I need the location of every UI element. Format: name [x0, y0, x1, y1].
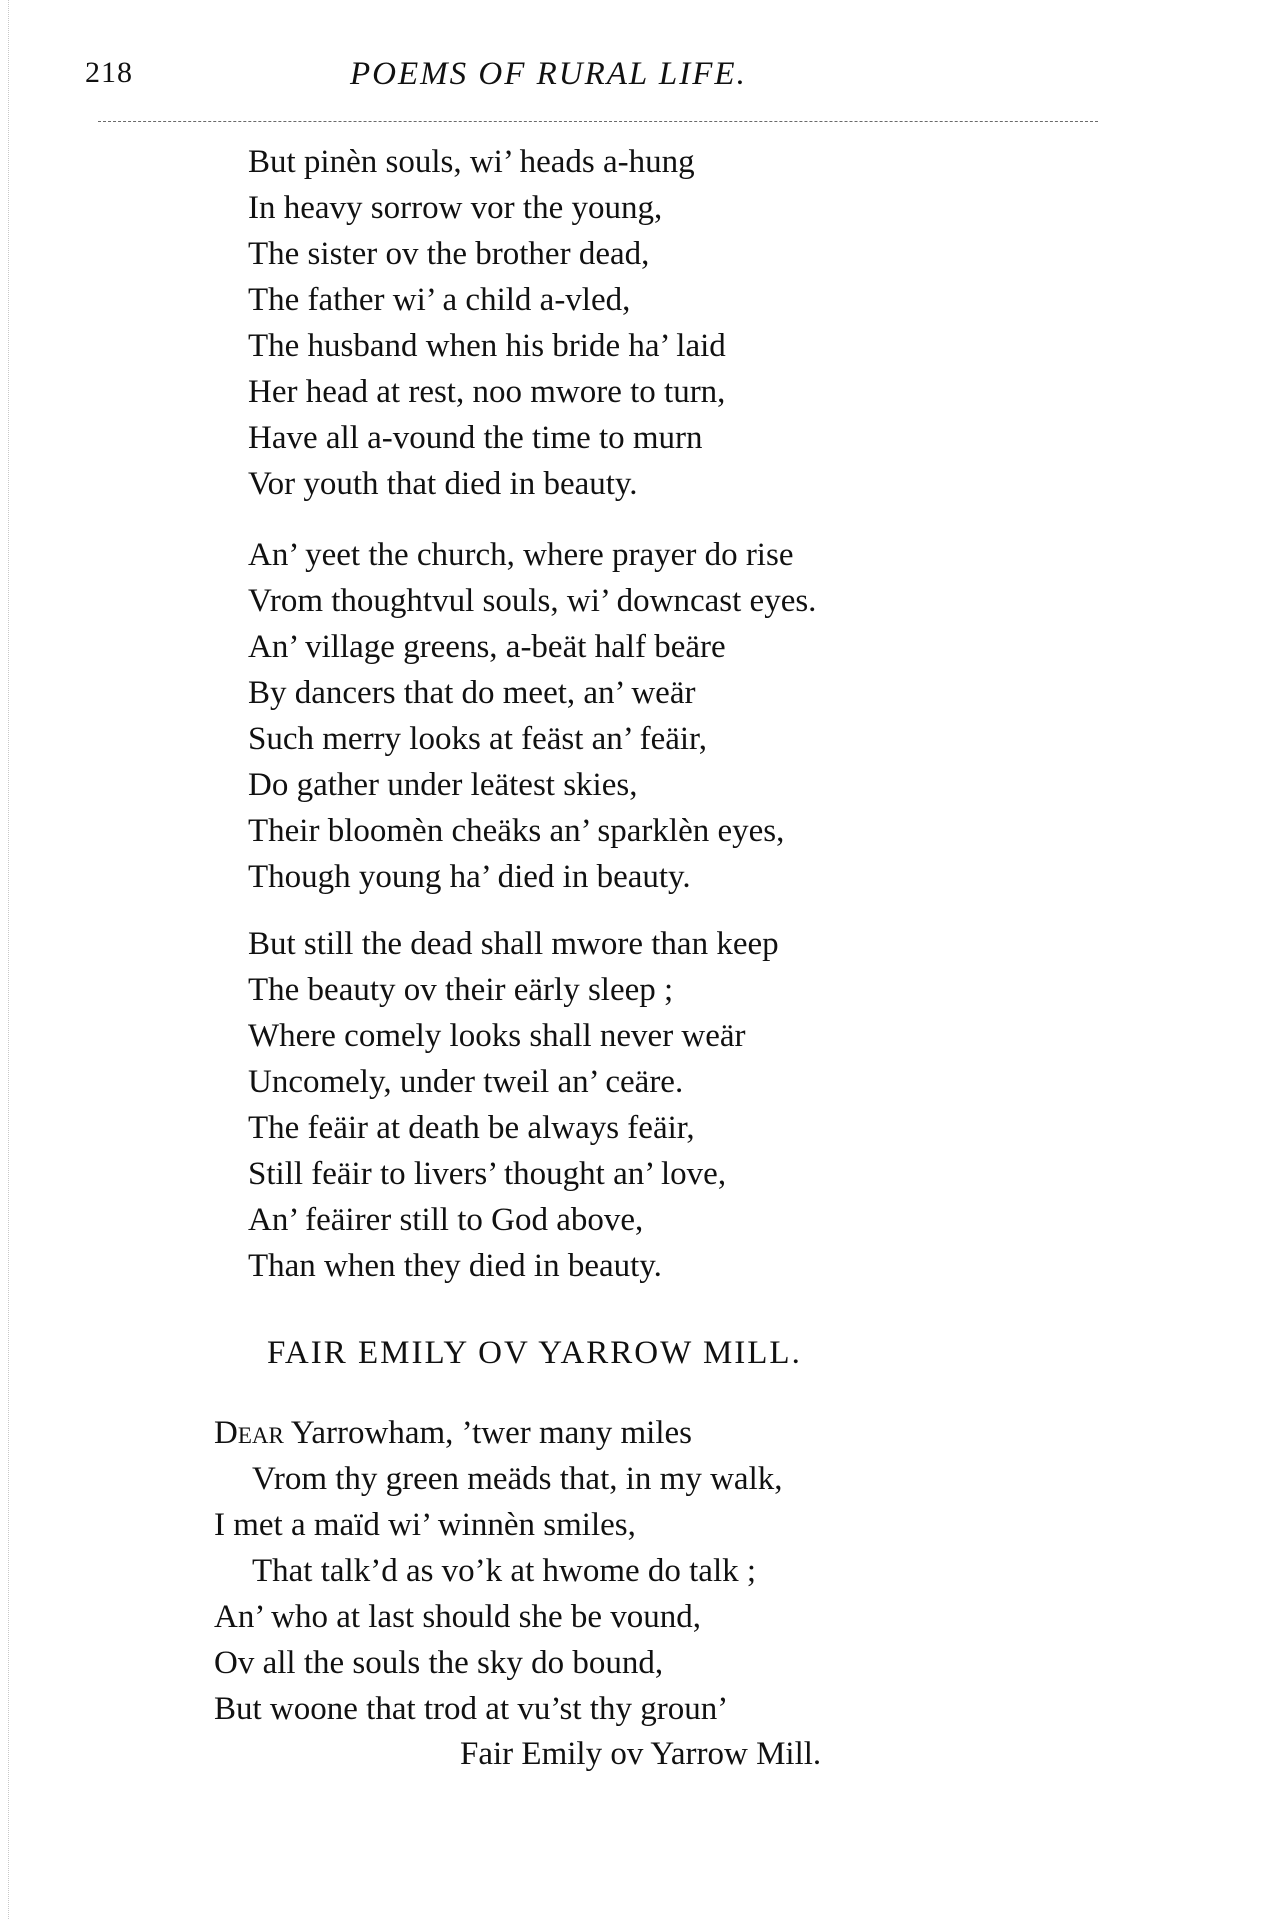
verse-line: Ov all the souls the sky do bound, [214, 1645, 664, 1681]
poem-opening-stanza [214, 1410, 782, 1732]
verse-line: Such merry looks at feäst an’ feäir, [248, 721, 707, 757]
verse-line: Their bloomèn cheäks an’ sparklèn eyes, [248, 813, 785, 849]
verse-line: I met a maïd wi’ winnèn smiles, [214, 1507, 636, 1543]
verse-line: But pinèn souls, wi’ heads a-hung [248, 144, 695, 180]
verse-line: Still feäir to livers’ thought an’ love, [248, 1156, 727, 1192]
verse-line: The beauty ov their eärly sleep ; [248, 972, 674, 1008]
verse-line: Where comely looks shall never weär [248, 1018, 746, 1054]
verse-line: Vrom thy green meäds that, in my walk, [252, 1461, 783, 1497]
stanza-3 [248, 921, 779, 1289]
verse-line: Than when they died in beauty. [248, 1248, 662, 1284]
verse-line: By dancers that do meet, an’ weär [248, 675, 696, 711]
verse-line: That talk’d as vo’k at hwome do talk ; [252, 1553, 757, 1589]
header-rule [98, 121, 1098, 122]
verse-line: Her head at rest, noo mwore to turn, [248, 374, 726, 410]
verse-line: The father wi’ a child a-vled, [248, 282, 631, 318]
stanza-2 [248, 532, 816, 900]
refrain-line: Fair Emily ov Yarrow Mill. [460, 1736, 822, 1772]
verse-line: An’ village greens, a-beät half beäre [248, 629, 726, 665]
page-number: 218 [85, 56, 133, 89]
verse-line: But woone that trod at vu’st thy groun’ [214, 1691, 729, 1727]
verse-line: Have all a-vound the time to murn [248, 420, 703, 456]
verse-line: Vrom thoughtvul souls, wi’ downcast eyes. [248, 583, 817, 619]
verse-line: Do gather under leätest skies, [248, 767, 638, 803]
verse-line: An’ yeet the church, where prayer do rise [248, 537, 794, 573]
verse-line: An’ feäirer still to God above, [248, 1202, 644, 1238]
verse-line: Vor youth that died in beauty. [248, 466, 638, 502]
opening-word: Dear [214, 1415, 284, 1451]
poem-title: FAIR EMILY OV YARROW MILL. [267, 1335, 802, 1371]
stanza-1 [248, 139, 726, 507]
page-gutter-edge [8, 0, 9, 1919]
verse-line: In heavy sorrow vor the young, [248, 190, 663, 226]
opening-line-rest: Yarrowham, ’twer many miles [283, 1415, 693, 1451]
running-title: POEMS OF RURAL LIFE. [350, 56, 747, 92]
verse-line-first [214, 1410, 782, 1456]
verse-line: Though young ha’ died in beauty. [248, 859, 691, 895]
verse-line: An’ who at last should she be vound, [214, 1599, 701, 1635]
verse-line: The husband when his bride ha’ laid [248, 328, 726, 364]
verse-line: Uncomely, under tweil an’ ceäre. [248, 1064, 684, 1100]
verse-line: The feäir at death be always feäir, [248, 1110, 695, 1146]
verse-line: The sister ov the brother dead, [248, 236, 650, 272]
verse-line: But still the dead shall mwore than keep [248, 926, 779, 962]
